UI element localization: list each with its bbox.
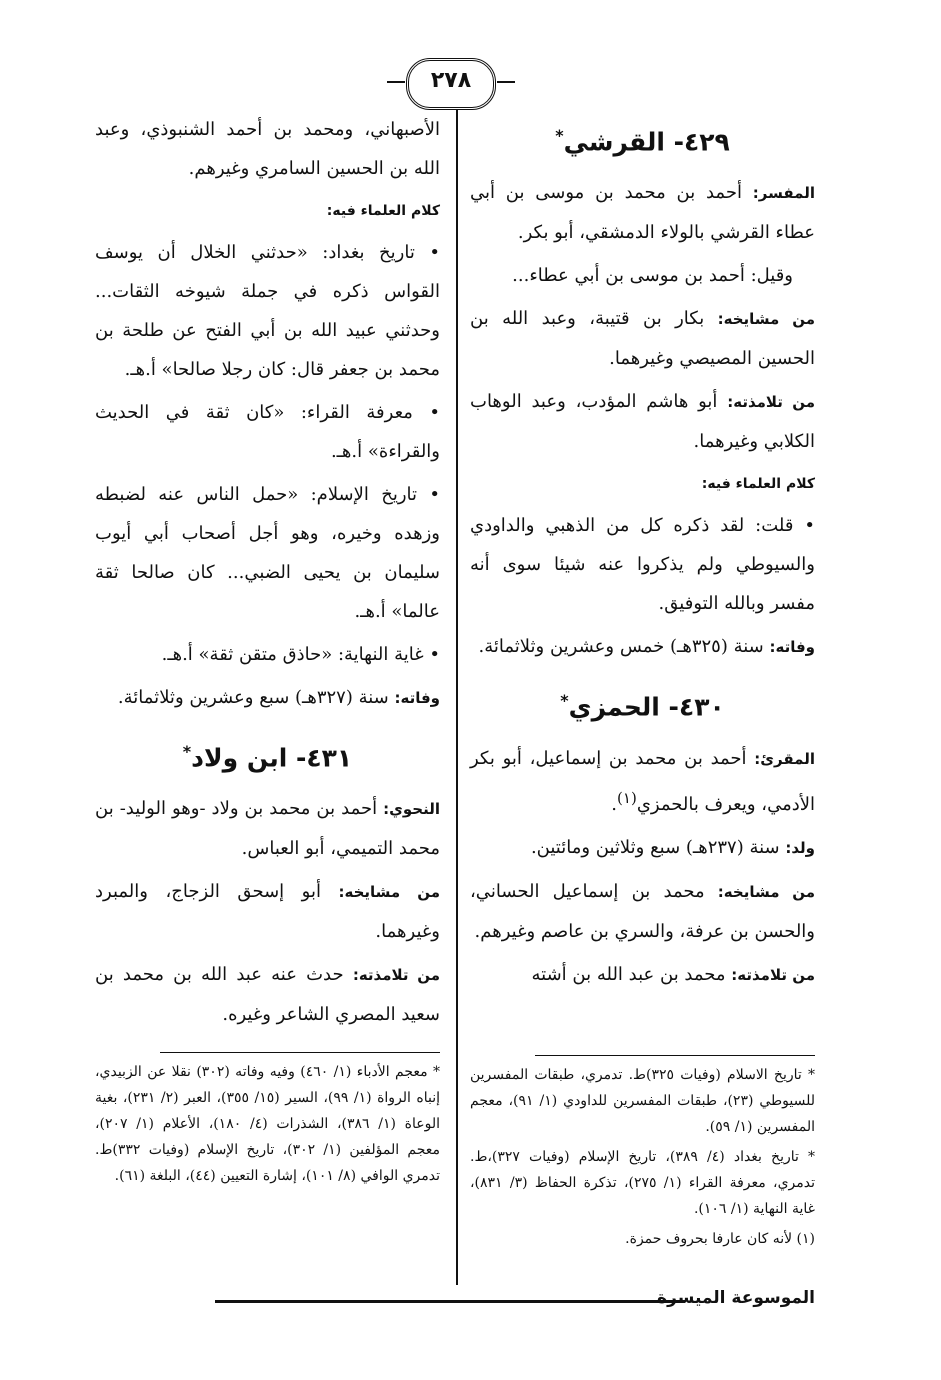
entry-430-continuation: الأصبهاني، ومحمد بن أحمد الشنبوذي، وعبد الله بن الحسين السامري وغيرهم.	[95, 119, 440, 179]
entry-429-talamidh: من تلامذته: أبو هاشم المؤدب، وعبد الوهاب الكلابي وغيرهما.	[470, 391, 815, 453]
right-column	[470, 110, 815, 1256]
left-column	[95, 110, 440, 1193]
footnote-430: * تاريخ بغداد (٤/ ٣٨٩)، تاريخ الإسلام (وفيات ٣٢٧)،ط. تدمري، معرفة القراء (١/ ٢٧٥)، تذكرة الحفاظ (٣/ ٨٣١)، غاية النهاية (١/ ١٠٦).	[470, 1148, 816, 1217]
entry-429-qil: وقيل: أحمد بن موسى بن أبي عطاء...	[512, 265, 793, 287]
entry-431-shuyukh: من مشايخه: أبو إسحق الزجاج، والمبرد وغيرهما.	[95, 881, 440, 943]
entry-431-title: ٤٣١- ابن ولاد*	[182, 742, 353, 773]
footnote-1: (١) لأنه كان عارفا بحروف حمزة.	[625, 1230, 815, 1247]
quote-ghayat-alnihaya: • غاية النهاية: «حاذق متقن ثقة» أ.هـ.	[161, 644, 440, 665]
footnote-separator	[535, 1055, 815, 1056]
footnote-separator	[160, 1052, 440, 1053]
entry-430-shuyukh: من مشايخه: محمد بن إسماعيل الحساني، والحسن بن عرفة، والسري بن عاصم وغيرهم.	[470, 880, 815, 942]
footnote-429: * تاريخ الاسلام (وفيات ٣٢٥)ط. تدمري، طبقات المفسرين للسيوطي (٢٣)، طبقات المفسرين للداودي (١/ ٩١)، معجم المفسرين (١/ ٥٩).	[470, 1066, 816, 1135]
entry-430-wafat: وفاته: سنة (٣٢٧هـ) سبع وعشرين وثلاثمائة.	[117, 687, 440, 708]
entry-429-kalam: كلام العلماء فيه:	[701, 476, 815, 493]
entry-429-mufassir: المفسر: أحمد بن محمد بن موسى بن أبي عطاء القرشي بالولاء الدمشقي، أبو بكر.	[470, 182, 815, 244]
quote-tarikh-alislam: • تاريخ الإسلام: «حمل الناس عنه لضبطه وزهده وخيره، وهو أجل أصحاب أبي أيوب سليمان بن يحيى الضبي... كان صالحا ثقة عالما» أ.هـ.	[95, 484, 440, 622]
entry-430-kalam: كلام العلماء فيه:	[326, 203, 440, 219]
footer-rule	[215, 1300, 685, 1303]
entry-429-title: ٤٢٩- القرشي*	[555, 126, 730, 157]
quote-tarikh-baghdad: • تاريخ بغداد: «حدثني الخلال أن يوسف القواس ذكره في جملة شيوخه الثقات... وحدثني عبيد الله بن أبي الفتح عن طلحة بن محمد بن جعفر قال: كان رجلا صالحا» أ.هـ.	[95, 242, 440, 380]
entry-430-wulid: ولد: سنة (٢٣٧هـ) سبع وثلاثين ومائتين.	[530, 836, 815, 858]
column-divider	[456, 110, 458, 1285]
footnote-431: * معجم الأدباء (١/ ٤٦٠) وفيه وفاته (٣٠٢) نقلا عن الزبيدي، إنباه الرواة (١/ ٩٩)، السير (١٥/ ٣٥٥)، العبر (٢/ ٢٣١)، بغية الوعاة (١/ ٣٨٦)، الشذرات (٤/ ١٨٠)، الأعلام (١/ ٢٠٧)، معجم المؤلفين (١/ ٣٠٢)، تاريخ الإسلام (وفيات ٣٣٢)ط. تدمري الوافي (٨/ ١٠١)، إشارة التعيين (٤٤)، البلغة (٦١).	[95, 1064, 441, 1185]
page-number: ٢٧٨	[406, 58, 496, 110]
entry-430-title: ٤٣٠- الحمزي*	[560, 691, 725, 722]
entry-430-talamidh: من تلامذته: محمد بن عبد الله بن أشته	[531, 963, 815, 985]
entry-431-talamidh: من تلامذته: حدث عنه عبد الله بن محمد بن سعيد المصري الشاعر وغيره.	[95, 964, 440, 1026]
entry-431-nahwi: النحوي: أحمد بن محمد بن ولاد -وهو الوليد- بن محمد التميمي، أبو العباس.	[95, 798, 440, 860]
entry-429-qult: • قلت: لقد ذكره كل من الذهبي والداودي والسيوطي ولم يذكروا عنه شيئا سوى أنه مفسر وبالله التوفيق.	[470, 515, 815, 615]
footer-title: الموسوعة الميسرة	[657, 1288, 815, 1308]
entry-430-muqri: المقرئ: أحمد بن محمد بن إسماعيل، أبو بكر الأدمي، ويعرف بالحمزي$^{(١)}$.	[470, 747, 815, 815]
page-footer	[95, 1288, 815, 1318]
quote-marifat-alqurra: • معرفة القراء: «كان ثقة في الحديث والقراءة» أ.هـ.	[95, 402, 440, 462]
entry-429-shuyukh: من مشايخه: بكار بن قتيبة، وعبد الله بن الحسين المصيصي وغيرهما.	[470, 308, 815, 370]
entry-429-wafat: وفاته: سنة (٣٢٥هـ) خمس وعشرين وثلاثمائة.	[478, 636, 815, 658]
